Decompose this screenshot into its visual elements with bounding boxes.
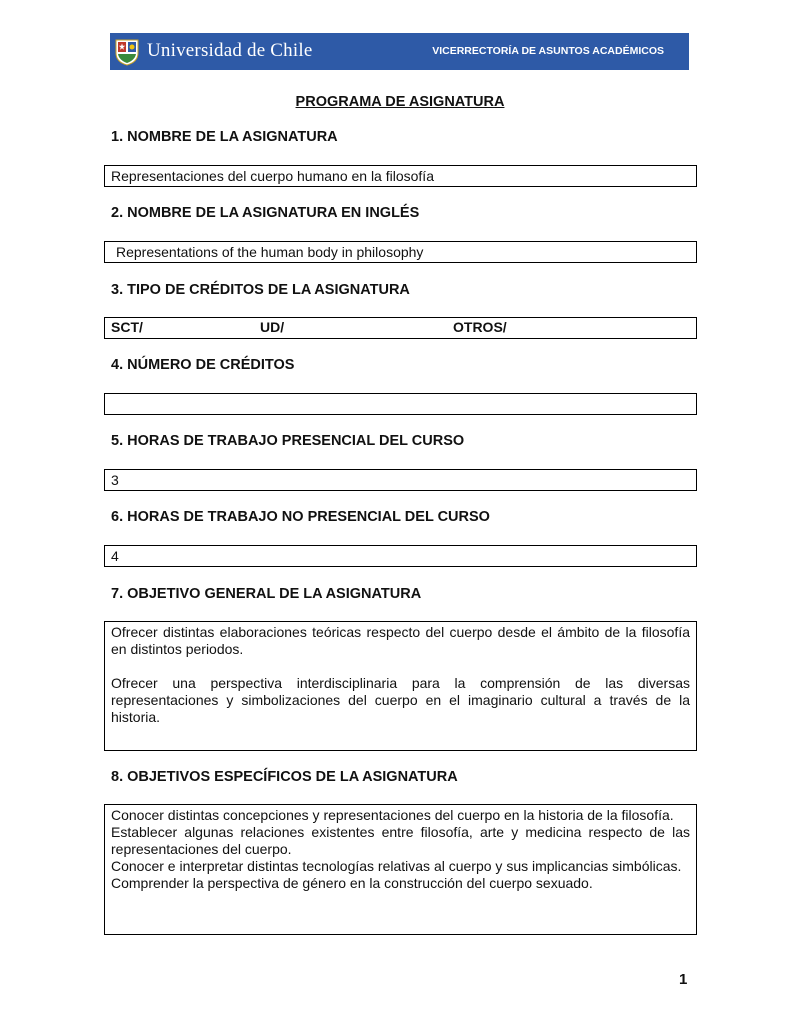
page-title: PROGRAMA DE ASIGNATURA [295, 94, 505, 110]
specific-objective-item: Comprender la perspectiva de género en la construcción del cuerpo sexuado. [111, 875, 593, 891]
credit-type-box [104, 317, 697, 339]
presential-hours-value: 3 [111, 472, 119, 488]
section-8-heading: 8. OBJETIVOS ESPECÍFICOS DE LA ASIGNATURA [111, 769, 458, 785]
section-3-heading: 3. TIPO DE CRÉDITOS DE LA ASIGNATURA [111, 282, 410, 298]
general-objective-paragraph: Ofrecer distintas elaboraciones teóricas respecto del cuerpo desde el ámbito de la filosofía en distintos periodos. [111, 624, 690, 657]
university-crest-icon [114, 37, 140, 66]
presential-hours-box [104, 469, 697, 491]
course-name-value: Representaciones del cuerpo humano en la filosofía [111, 168, 434, 184]
university-name: Universidad de Chile [147, 40, 313, 61]
page-number: 1 [679, 971, 688, 988]
vicerrectoria-label: VICERRECTORÍA DE ASUNTOS ACADÉMICOS [432, 45, 664, 57]
credit-type-row [105, 318, 696, 338]
specific-objective-item: Conocer distintas concepciones y representaciones del cuerpo en la historia de la filosofía. [111, 807, 674, 823]
general-objective-paragraph: Ofrecer una perspectiva interdisciplinaria para la comprensión de las diversas representaciones y simbolizaciones del cuerpo en el imaginario cultural a través de la historia. [111, 675, 690, 725]
specific-objective-item: Conocer e interpretar distintas tecnologías relativas al cuerpo y sus implicancias simbólicas. [111, 858, 682, 874]
general-objective-box [104, 621, 697, 751]
section-6-heading: 6. HORAS DE TRABAJO NO PRESENCIAL DEL CURSO [111, 509, 490, 525]
credits-number-box [104, 393, 697, 415]
specific-objectives-box [104, 804, 697, 935]
non-presential-hours-box [104, 545, 697, 567]
non-presential-hours-value: 4 [111, 548, 119, 564]
credit-type-sct: SCT/ [111, 319, 143, 335]
section-5-heading: 5. HORAS DE TRABAJO PRESENCIAL DEL CURSO [111, 433, 465, 449]
credit-type-otros: OTROS/ [453, 319, 507, 335]
section-7-heading: 7. OBJETIVO GENERAL DE LA ASIGNATURA [111, 586, 422, 602]
header-banner [110, 33, 689, 70]
section-4-heading: 4. NÚMERO DE CRÉDITOS [111, 357, 295, 373]
specific-objective-item: Establecer algunas relaciones existentes entre filosofía, arte y medicina respecto de las representaciones del cuerpo. [111, 824, 690, 857]
course-name-english-value: Representations of the human body in philosophy [116, 244, 424, 260]
credit-type-ud: UD/ [260, 319, 285, 335]
course-name-box [104, 165, 697, 187]
course-name-english-box [104, 241, 697, 263]
section-1-heading: 1. NOMBRE DE LA ASIGNATURA [111, 129, 338, 145]
section-2-heading: 2. NOMBRE DE LA ASIGNATURA EN INGLÉS [111, 205, 420, 221]
